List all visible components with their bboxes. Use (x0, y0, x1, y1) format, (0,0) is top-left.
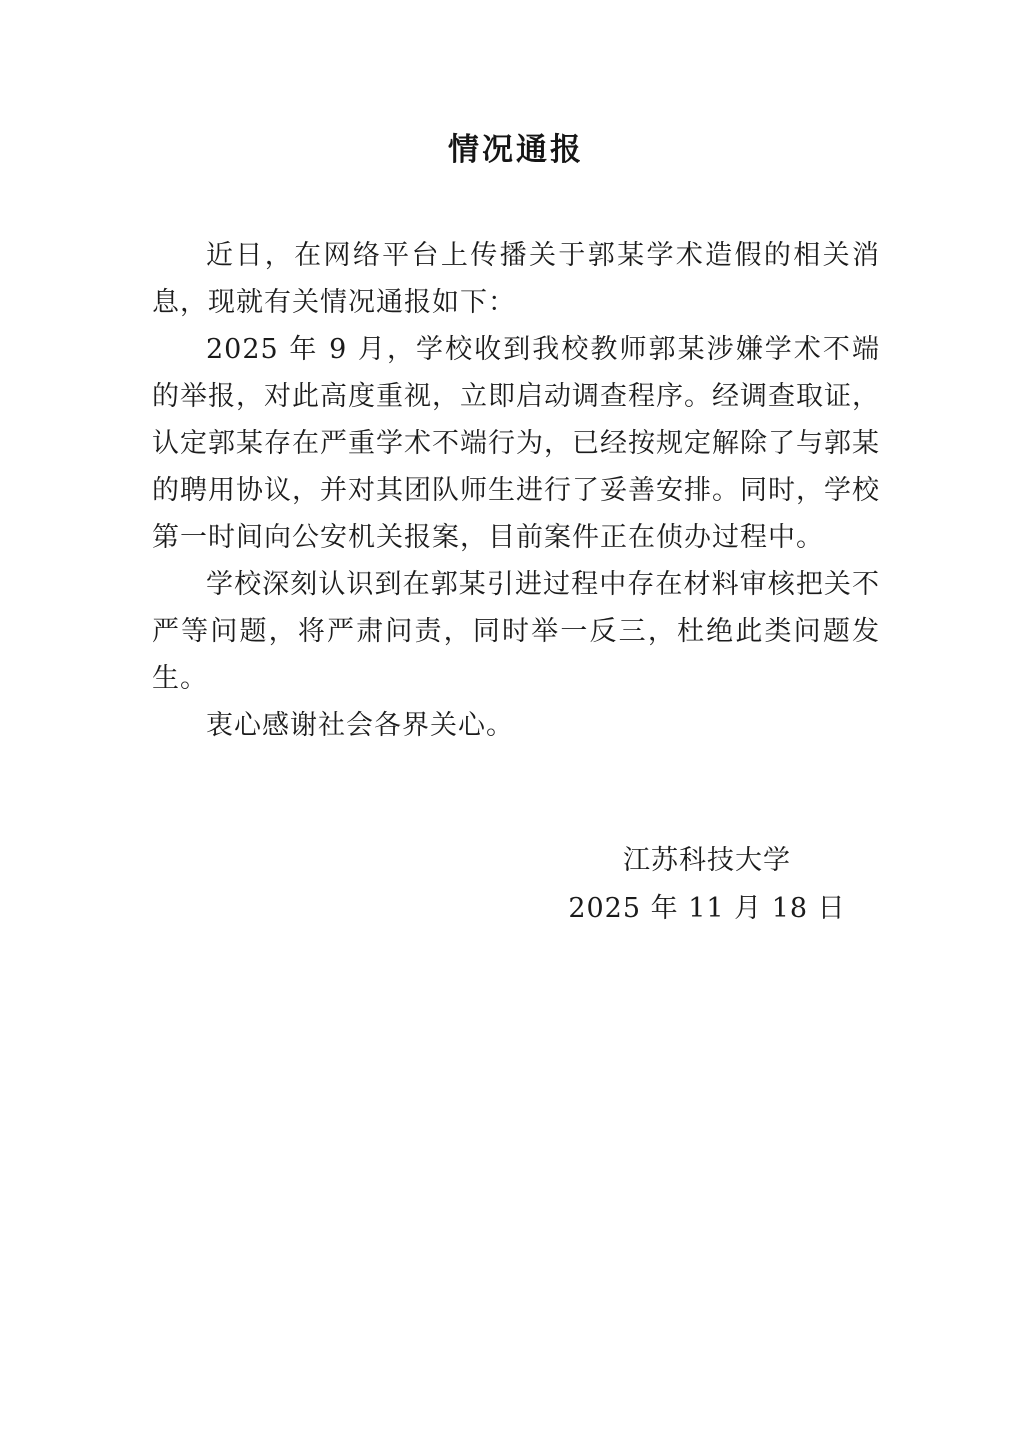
paragraph-thanks: 衷心感谢社会各界关心。 (206, 710, 514, 741)
signature-date: 2025 年 11 月 18 日 (568, 893, 846, 924)
paragraph-accountability: 学校深刻认识到在郭某引进过程中存在材料审核把关不严等问题，将严肃问责，同时举一反三，杜绝此类问题发生。 (152, 569, 880, 694)
signature-block (542, 837, 872, 933)
paragraph-investigation: 2025 年 9 月，学校收到我校教师郭某涉嫌学术不端的举报，对此高度重视，立即启动调查程序。经调查取证，认定郭某存在严重学术不端行为，已经按规定解除了与郭某的聘用协议，并对其团队师生进行了妥善安排。同时，学校第一时间向公安机关报案，目前案件正在侦办过程中。 (152, 334, 880, 553)
paragraph-intro: 近日，在网络平台上传播关于郭某学术造假的相关消息，现就有关情况通报如下： (152, 240, 880, 318)
signature-organization: 江苏科技大学 (623, 845, 791, 876)
document-title: 情况通报 (448, 132, 584, 168)
document-body (152, 232, 880, 749)
